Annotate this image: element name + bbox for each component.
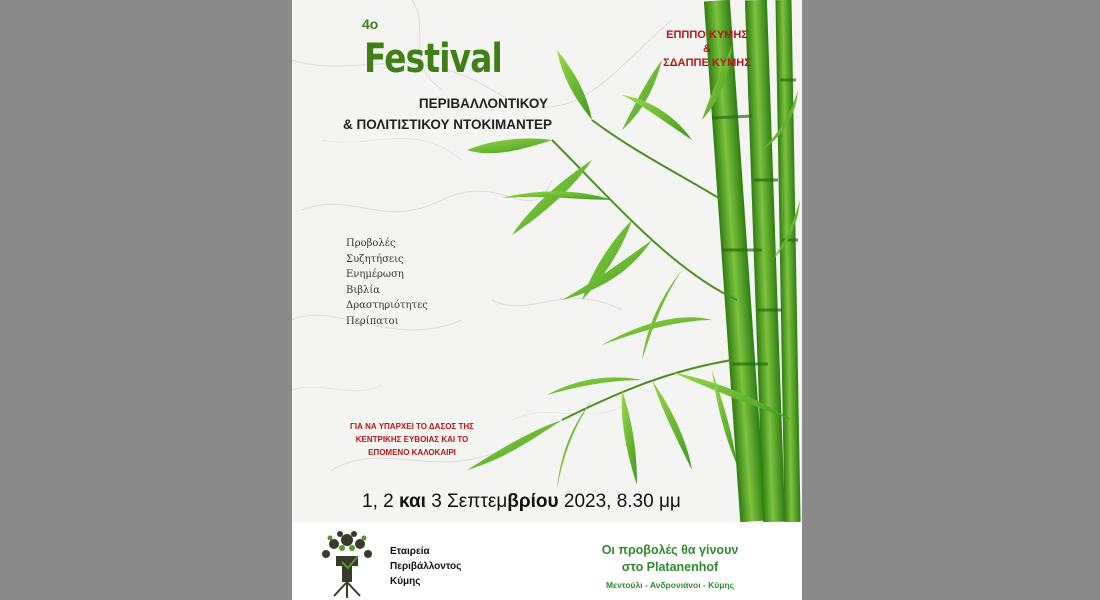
activities-list [346,236,428,330]
festival-poster [292,0,802,600]
venue-line2: στο Platanenhof [621,560,719,574]
festival-title: Festival [364,36,502,82]
slogan-line: ΓΙΑ ΝΑ ΥΠΑΡΧΕΙ ΤΟ ΔΑΣΟΣ ΤΗΣ [350,422,474,431]
festival-subtitle-line1: ΠΕΡΙΒΑΛΛΟΝΤΙΚΟΥ [418,96,548,111]
festival-dates [362,491,681,513]
society-line: Περιβάλλοντος [390,561,462,572]
festival-edition: 4ο [362,16,379,32]
slogan-line: ΕΠΟΜΕΝΟ ΚΑΛΟΚΑΙΡΙ [368,448,456,457]
organizers [642,28,772,70]
dates-part: βρίου [507,491,559,512]
society-line: Κύμης [390,576,421,587]
tree-fist-logo [312,526,382,600]
activity-item: Βιβλία [346,284,381,296]
slogan-line: ΚΕΝΤΡΙΚΗΣ ΕΥΒΟΙΑΣ ΚΑΙ ΤΟ [355,435,469,444]
poster-footer [292,522,802,600]
festival-subtitle-line2: & ΠΟΛΙΤΙΣΤΙΚΟΥ ΝΤΟΚΙΜΑΝΤΕΡ [343,117,552,132]
organizer-line: & [703,43,711,55]
organizer-line: ΣΔΑΠΠΕ ΚΥΜΗΣ [663,57,751,69]
organizer-line: ΕΠΠΠΟ ΚΥΜΗΣ [666,29,748,41]
society-line: Εταιρεία [390,546,430,557]
dates-part: 1, 2 [362,491,399,512]
dates-part: 3 Σεπτεμ [425,491,508,512]
venue-line1: Οι προβολές θα γίνουν [601,543,739,557]
activity-item: Περίπατοι [346,315,399,327]
activity-item: Δραστηριότητες [346,300,428,312]
dates-part: 2023, 8.30 μμ [558,491,681,512]
villages: Μεντούλι - Ανδρονιάνοι - Κύμης [605,580,735,590]
activity-item: Ενημέρωση [346,269,404,281]
activity-item: Προβολές [346,238,396,249]
society-name [390,544,461,589]
activity-item: Συζητήσεις [346,253,404,265]
slogan [332,420,492,459]
dates-part: και [398,491,426,512]
